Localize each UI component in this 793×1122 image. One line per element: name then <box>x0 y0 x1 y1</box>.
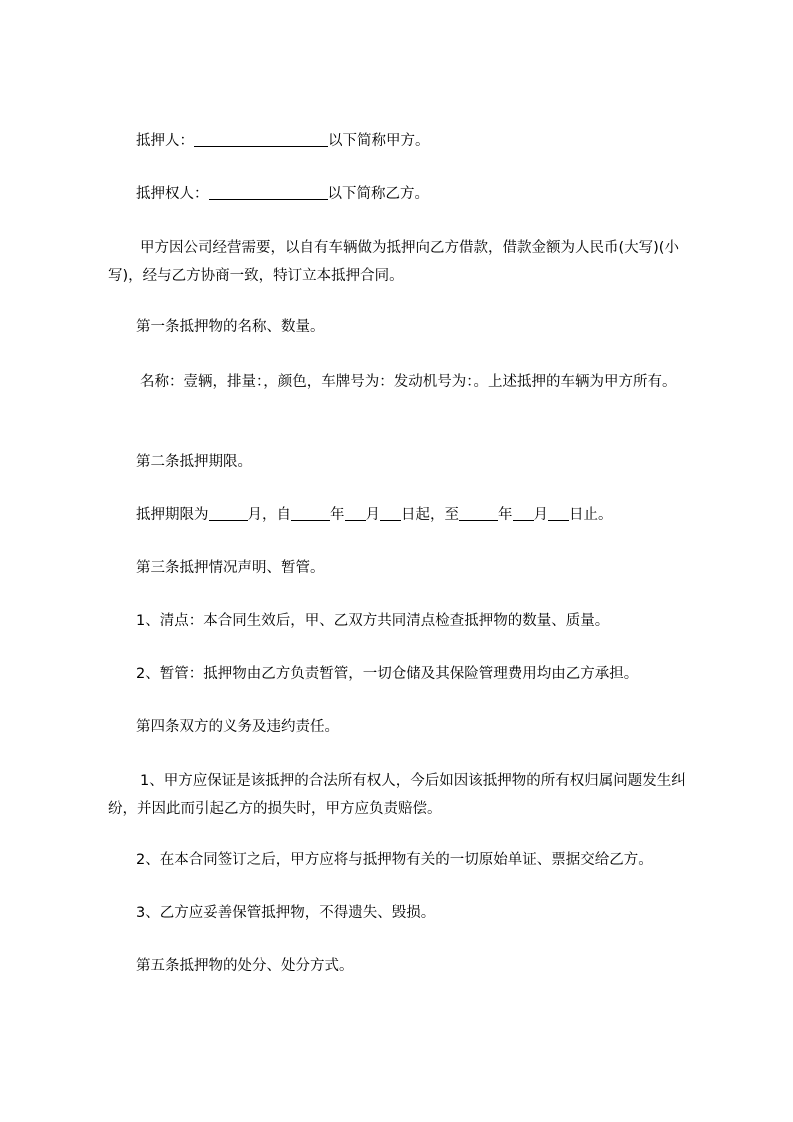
term-text-4: 月 <box>365 507 380 523</box>
preamble-paragraph: 甲方因公司经营需要，以自有车辆做为抵押向乙方借款，借款金额为人民币(大写)(小写)，经与乙方协商一致，特订立本抵押合同。 <box>108 240 679 284</box>
term-text-3: 年 <box>330 507 345 523</box>
end-year-blank <box>459 505 498 521</box>
start-month-blank <box>345 505 366 521</box>
term-text-7: 月 <box>533 507 548 523</box>
article-4-item-3: 3、乙方应妥善保管抵押物，不得遗失、毁损。 <box>136 905 436 921</box>
pledgor-line <box>108 127 694 155</box>
article-3-title: 第三条抵押情况声明、暂管。 <box>136 560 325 576</box>
article-3-item-1: 1、清点：本合同生效后，甲、乙双方共同清点检查抵押物的数量、质量。 <box>136 613 610 629</box>
article-1-body: 名称：壹辆，排量：，颜色，车牌号为：发动机号为：。上述抵押的车辆为甲方所有。 <box>140 374 677 390</box>
pledgee-label: 抵押权人： <box>136 186 209 202</box>
article-3-item-2: 2、暂管：抵押物由乙方负责暂管，一切仓储及其保险管理费用均由乙方承担。 <box>136 666 639 682</box>
pledgor-suffix: 以下简称甲方。 <box>328 133 430 149</box>
article-4-item-2: 2、在本合同签订之后，甲方应将与抵押物有关的一切原始单证、票据交给乙方。 <box>136 852 653 868</box>
term-text-1: 抵押期限为 <box>136 507 209 523</box>
start-year-blank <box>291 505 330 521</box>
start-day-blank <box>380 505 401 521</box>
term-months-blank <box>209 505 248 521</box>
term-text-6: 年 <box>498 507 513 523</box>
term-text-5: 日起，至 <box>401 507 459 523</box>
article-5-title: 第五条抵押物的处分、处分方式。 <box>136 958 354 974</box>
article-4-item-1: 1、甲方应保证是该抵押的合法所有权人，今后如因该抵押物的所有权归属问题发生纠纷，并因此而引起乙方的损失时，甲方应负责赔偿。 <box>108 773 686 817</box>
pledgee-suffix: 以下简称乙方。 <box>327 186 429 202</box>
term-text-8: 日止。 <box>569 507 613 523</box>
pledgee-blank <box>209 184 328 200</box>
pledgor-blank <box>194 131 328 147</box>
article-1-title: 第一条抵押物的名称、数量。 <box>136 319 325 335</box>
pledgor-label: 抵押人： <box>136 133 194 149</box>
end-day-blank <box>548 505 569 521</box>
end-month-blank <box>513 505 534 521</box>
term-text-2: 月，自 <box>247 507 291 523</box>
pledgee-line <box>108 180 694 208</box>
article-2-body <box>108 501 694 529</box>
article-2-title: 第二条抵押期限。 <box>136 454 252 470</box>
article-4-title: 第四条双方的义务及违约责任。 <box>136 719 339 735</box>
